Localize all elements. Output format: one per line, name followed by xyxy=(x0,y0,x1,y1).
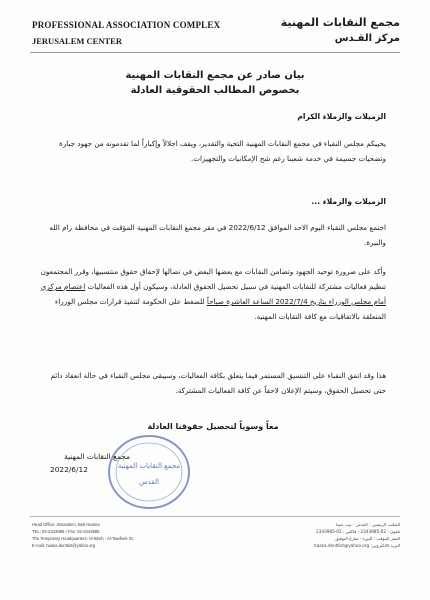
greeting-colleagues-second: الزميلات والزملاء ... xyxy=(311,197,386,206)
footer-arabic-address: المكتب الرئيسي : القدس - بيت حنينا xyxy=(336,522,400,527)
footer-arabic-email: البريد الالكتروني: haasa.denttist@yahoo.org xyxy=(313,543,400,548)
sit-in-announcement: اعتصام مركزي أمام مجلس الوزراء بتاريخ 2022/7/4 الساعة العاشرة صباحاً xyxy=(40,282,386,306)
header-english-center: JERUSALEM CENTER xyxy=(32,36,122,46)
statement-title: بيان صادر عن مجمع النقابات المهنية xyxy=(125,70,305,81)
footer-english-phone: TEL: 02-2343985 / Fax: 02-2343985 xyxy=(32,529,100,534)
signature-organization: مجمع النقابات المهنية xyxy=(64,452,130,461)
header-arabic-name: مجمع النقابات المهنية xyxy=(280,16,400,29)
header-arabic-center: مركز القـدس xyxy=(334,33,400,44)
closing-slogan: معاً وسوياً لتحصيل حقوقنا العادلة xyxy=(147,422,279,431)
footer-arabic-temp-hq: المقر المؤقت : البيرة - شارع التوفيق xyxy=(335,536,400,541)
paragraph-decision xyxy=(40,264,386,324)
header-english-name: PROFESSIONAL ASSOCIATION COMPLEX xyxy=(32,20,221,30)
footer-english-address: Head Office: Jerusalem, Beit Hanina xyxy=(32,522,100,527)
header-divider xyxy=(30,52,400,53)
greeting-colleagues: الزميلات والزملاء الكرام xyxy=(297,112,386,121)
paragraph-meeting: اجتمع مجلس النقباء اليوم الاحد الموافق 2022/6/12 في مقر مجمع النقابات المهنية المؤقت في محافظة رام الله والبيرة. xyxy=(49,223,386,247)
paragraph-coordination: هذا وقد اتفق النقباء على التنسيق المستمر فيما يتعلق بكافة الفعاليات، وسيبقى مجلس النقباء في حالة انعقاد دائم حتى تحصيل الحقوق، وسيتم الإعلان لاحقاً عن كافة الفعاليات المشتركة. xyxy=(50,371,386,395)
decision-text-end: للضغط على الحكومة لتنفيذ قرارات مجلس الوزراء المتعلقة بالاتفاقيات مع كافة النقابات المهنية. xyxy=(54,297,386,321)
paragraph-opening: يحييكم مجلس النقباء في مجمع النقابات المهنية التحية والتقدير، ويقف اجلالاً وإكباراً لما تقدمونه من جهود جبارة وتضحيات جسيمة في خدمة شعبنا رغم شح الإمكانيات والتجهيزات. xyxy=(59,139,386,163)
official-stamp xyxy=(106,432,192,512)
footer-arabic-phone: تلفون : 02-2343985 - فاكس : 02-2343985 xyxy=(316,529,400,534)
decision-text-start: وأكد على ضرورة توحيد الجهود وتضامن النقابات مع بعضها البعض في نضالها لإحقاق حقوق منتسبيها، وقرر المجتمعون تنظيم فعاليات مشتركة للنقابات المهنية في سبيل تحصيل الحقوق العادلة، وسيكون أول هذه الفعاليات xyxy=(40,267,386,291)
svg-text:مجمع النقابات المهنية: مجمع النقابات المهنية xyxy=(117,462,181,470)
signature-date: 2022/6/12 xyxy=(50,465,88,474)
statement-subtitle: بخصوص المطالب الحقوقية العادلة xyxy=(130,85,300,96)
svg-text:القدس: القدس xyxy=(139,478,159,486)
footer-english-email: E-mail: haasa.denttist@yahoo.org xyxy=(32,543,96,548)
footer-divider xyxy=(30,516,400,517)
footer-english-temp-hq: The Temporary Headquarters: Al-Bireh - Al-Tawfeek St. xyxy=(32,536,134,541)
